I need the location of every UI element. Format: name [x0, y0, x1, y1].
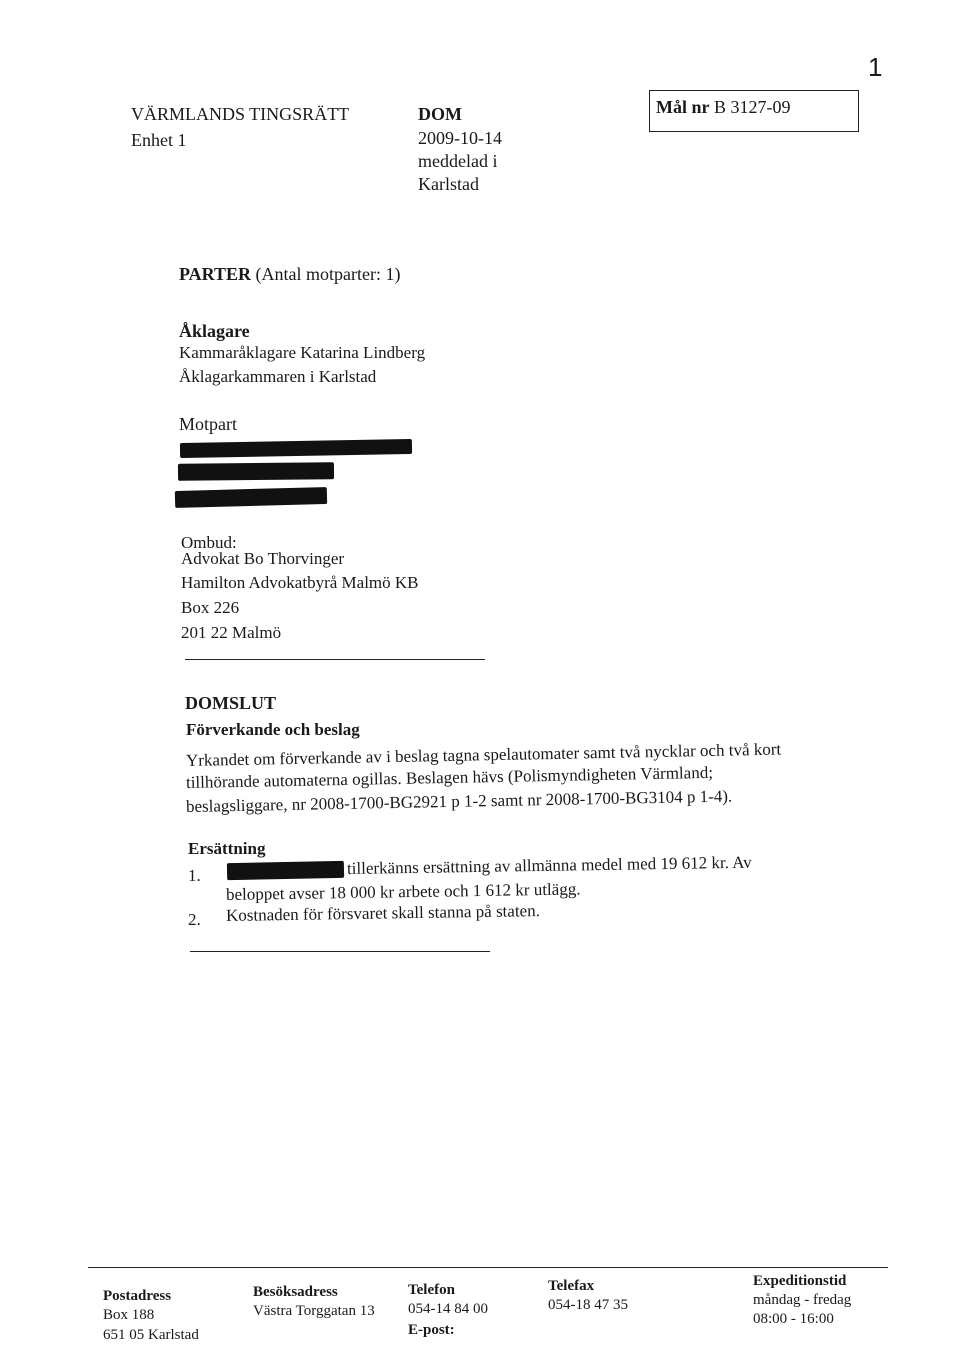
footer-hours-label: Expeditionstid	[753, 1273, 847, 1289]
forfeiture-heading: Förverkande och beslag	[186, 720, 360, 739]
opponent-heading: Motpart	[179, 414, 237, 434]
parties-title: PARTER	[179, 264, 252, 284]
case-number: B 3127-09	[714, 97, 791, 117]
item-2-text: Kostnaden för försvaret skall stanna på staten.	[225, 901, 541, 925]
court-unit: Enhet 1	[131, 130, 187, 150]
counsel-firm: Hamilton Advokatbyrå Malmö KB	[181, 573, 419, 592]
redacted-city	[175, 487, 327, 508]
footer-hours-time: 08:00 - 16:00	[753, 1311, 834, 1327]
footer-postal-label: Postadress	[103, 1288, 172, 1304]
delivered-label: meddelad i	[418, 151, 498, 171]
parties-section	[179, 264, 401, 285]
parties-count: (Antal motparter: 1)	[255, 264, 401, 284]
footer-postal-line-2: 651 05 Karlstad	[103, 1327, 199, 1343]
forfeiture-line-2: tillhörande automaterna ogillas. Beslagen hävs (Polismyndigheten Värmland;	[185, 762, 714, 792]
item-2-number: 2.	[188, 910, 201, 929]
prosecutor-name: Kammaråklagare Katarina Lindberg	[179, 343, 426, 362]
item-1-number: 1.	[188, 866, 201, 885]
document-type: DOM	[418, 104, 462, 124]
redacted-address	[178, 462, 334, 481]
judgment-title: DOMSLUT	[185, 693, 277, 713]
footer-rule	[88, 1267, 888, 1268]
footer-visit-label: Besöksadress	[253, 1284, 338, 1300]
compensation-heading: Ersättning	[188, 839, 266, 858]
footer-fax-label: Telefax	[548, 1278, 595, 1294]
footer-phone-label: Telefon	[408, 1282, 455, 1298]
footer-fax-value: 054-18 47 35	[548, 1297, 628, 1313]
item-1-line-2: beloppet avser 18 000 kr arbete och 1 612 kr utlägg.	[225, 879, 581, 904]
case-number-box	[649, 90, 859, 132]
footer-hours-days: måndag - fredag	[753, 1292, 852, 1308]
forfeiture-line-1: Yrkandet om förverkande av i beslag tagna spelautomater samt två nycklar och två kort	[185, 739, 782, 770]
redacted-name	[180, 439, 412, 458]
counsel-label: Ombud:	[181, 533, 237, 552]
footer-visit-line-1: Västra Torggatan 13	[253, 1303, 375, 1319]
item-1-line-1: tillerkänns ersättning av allmänna medel med 19 612 kr. Av	[346, 852, 752, 878]
divider-judgment	[190, 951, 490, 952]
counsel-city: 201 22 Malmö	[181, 623, 282, 642]
footer-phone-value: 054-14 84 00	[408, 1301, 488, 1317]
prosecutor-heading: Åklagare	[179, 321, 250, 341]
divider-parties	[185, 659, 485, 660]
delivered-city: Karlstad	[418, 174, 479, 194]
page-number: 1	[868, 52, 883, 82]
document-date: 2009-10-14	[418, 128, 502, 148]
forfeiture-line-3: beslagsliggare, nr 2008-1700-BG2921 p 1-2 samt nr 2008-1700-BG3104 p 1-4).	[185, 786, 733, 816]
footer-email-label: E-post:	[408, 1322, 455, 1338]
redacted-defendant	[227, 861, 344, 880]
court-name: VÄRMLANDS TINGSRÄTT	[131, 104, 350, 124]
footer-postal-line-1: Box 188	[103, 1307, 155, 1323]
counsel-box: Box 226	[181, 598, 240, 617]
case-label: Mål nr	[656, 97, 710, 117]
prosecutor-office: Åklagarkammaren i Karlstad	[179, 367, 377, 386]
counsel-name: Advokat Bo Thorvinger	[181, 549, 345, 568]
